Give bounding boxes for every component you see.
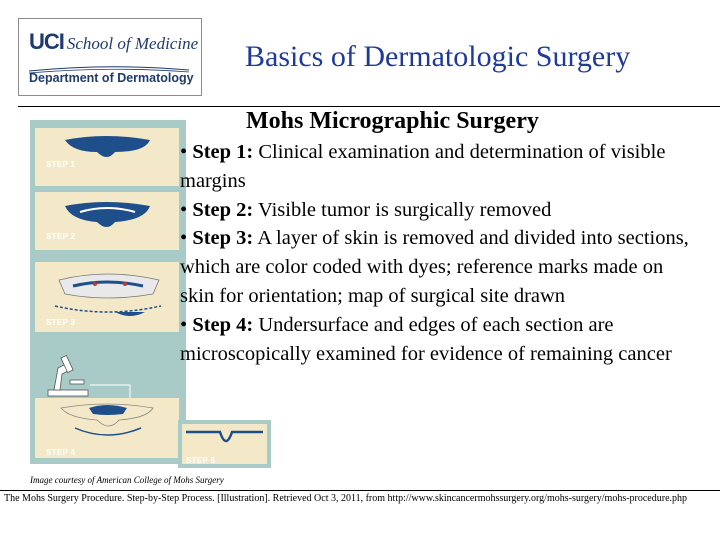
step-label: Step 1: — [192, 141, 254, 163]
dept-logo — [18, 18, 202, 96]
step2-panel — [35, 192, 179, 250]
step-text: Undersurface and edges of each section are microscopically examined for evidence of remaining cancer — [180, 313, 672, 365]
step5-panel — [178, 420, 271, 468]
title-divider — [18, 106, 720, 107]
step-label: Step 3: — [192, 227, 254, 250]
step-item: • Step 1: Clinical examination and determination of visible margins — [180, 141, 666, 192]
step-item: • Step 4: Undersurface and edges of each section are microscopically examined for evidence of remaining cancer — [180, 313, 672, 365]
footer-divider — [0, 490, 720, 491]
step1-panel — [35, 128, 179, 186]
step1-graphic — [35, 128, 179, 186]
step5-label: STEP 5 — [186, 456, 216, 465]
step-list — [180, 138, 700, 368]
logo-uci-text: UCI — [29, 29, 64, 54]
step-label: Step 2: — [192, 198, 254, 221]
step2-graphic — [35, 192, 179, 250]
step-text: Visible tumor is surgically removed — [258, 198, 552, 221]
step1-label: STEP 1 — [46, 160, 76, 169]
slide-title: Basics of Dermatologic Surgery — [245, 40, 631, 73]
logo-school-text: School of Medicine — [66, 34, 199, 53]
step-item: • Step 2: Visible tumor is surgically removed — [180, 198, 552, 221]
step-item: • Step 3: A layer of skin is removed and divided into sections, which are color coded with dyes; reference marks made on skin for orientation; map of surgical site drawn — [180, 227, 689, 307]
step-text: Clinical examination and determination of visible margins — [180, 141, 666, 192]
image-credit: Image courtesy of American College of Mohs Surgery — [30, 475, 224, 485]
logo-department-text: Department of Dermatology — [29, 71, 194, 85]
step-text: A layer of skin is removed and divided into sections, which are color coded with dyes; reference marks made on skin for orientation; map of surgical site drawn — [180, 227, 689, 307]
slide-subtitle: Mohs Micrographic Surgery — [246, 108, 539, 134]
mohs-steps-illustration — [30, 120, 186, 464]
step2-label: STEP 2 — [46, 232, 76, 241]
citation: The Mohs Surgery Procedure. Step-by-Step Process. [Illustration]. Retrieved Oct 3, 2011, from http://www.skincancermohssurgery.org/mohs-surgery/mohs-procedure.php — [4, 493, 688, 504]
step4-label: STEP 4 — [46, 448, 76, 457]
step-label: Step 4: — [192, 313, 254, 336]
step3-label: STEP 3 — [46, 318, 76, 327]
